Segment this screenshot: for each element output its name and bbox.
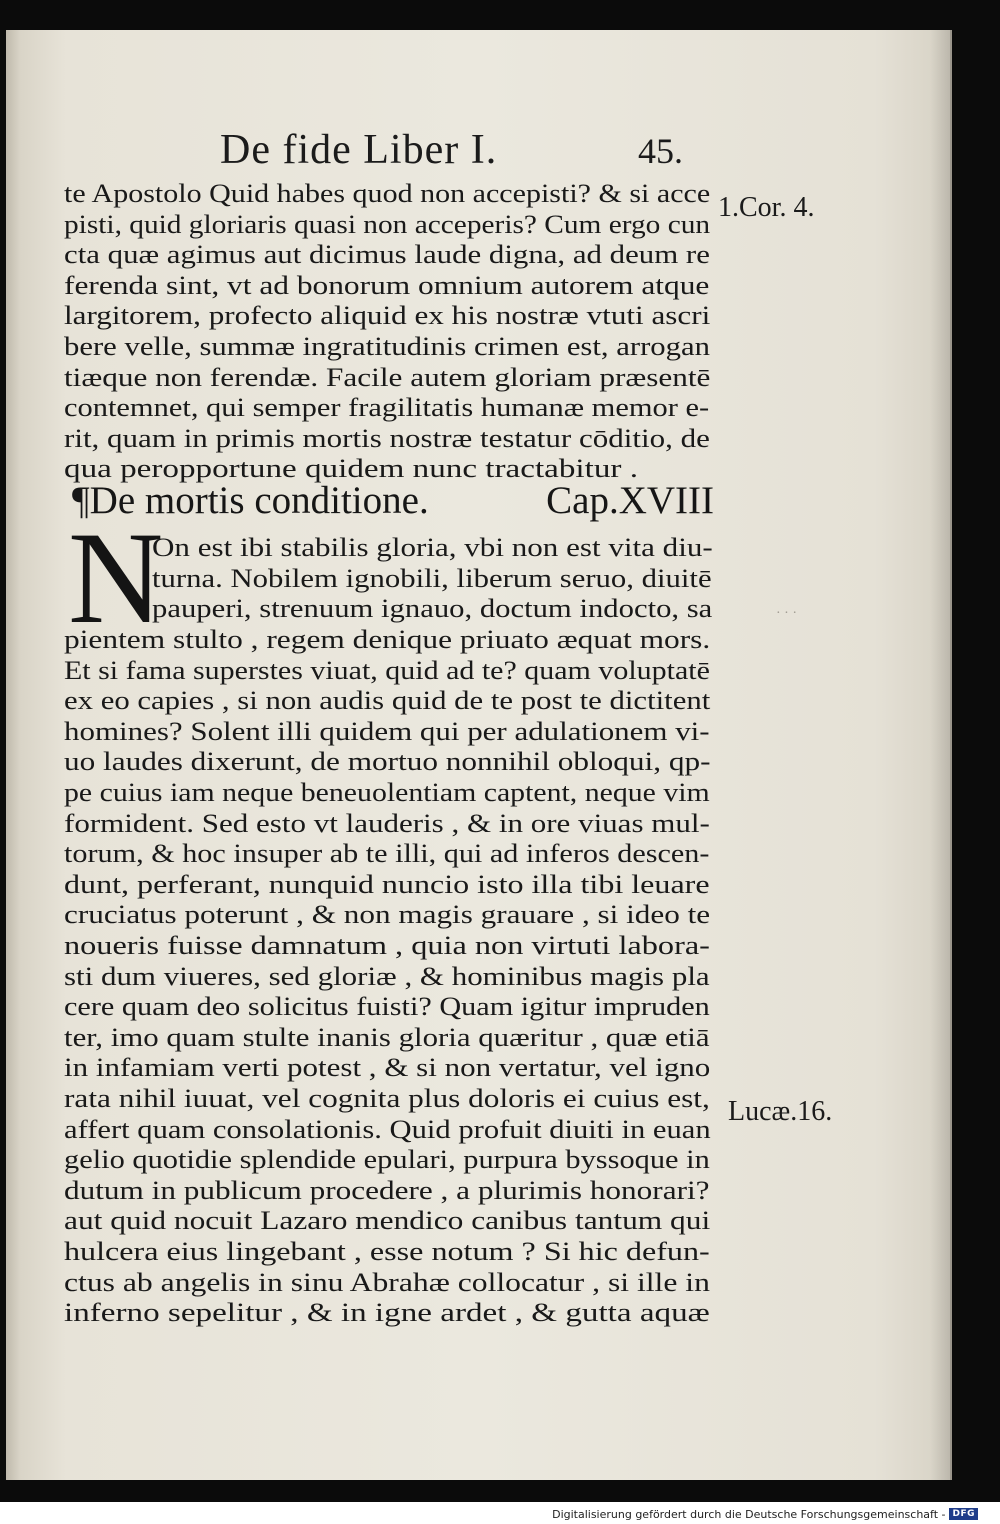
chapter-heading-line — [72, 478, 714, 523]
text-line: Et si fama superstes viuat, quid ad te? quam voluptatē — [64, 654, 710, 685]
text-line: qua peropportune quidem nunc tractabitur . — [64, 453, 638, 484]
text-line: ferenda sint, vt ad bonorum omnium autorem atque — [64, 269, 710, 300]
text-line: in infamiam verti potest , & si non vertatur, vel igno — [64, 1052, 711, 1083]
text-line: hulcera eius lingebant , esse notum ? Si hic defun- — [64, 1236, 710, 1266]
text-line: turna. Nobilem ignobili, liberum seruo, diuitē — [152, 562, 712, 593]
text-line: cta quæ agimus aut dicimus laude digna, ad deum re — [64, 239, 710, 270]
text-line: te Apostolo Quid habes quod non accepisti? & si acce — [64, 178, 711, 208]
footer-credit: Digitalisierung gefördert durch die Deutsche Forschungsgemeinschaft - — [552, 1507, 946, 1521]
drop-cap: N — [68, 504, 164, 651]
text-line: uo laudes dixerunt, de mortuo nonnihil obloqui, qp- — [64, 746, 711, 777]
text-line: inferno sepelitur , & in igne ardet , & gutta aquæ — [64, 1297, 710, 1328]
text-line: pisti, quid gloriaris quasi non acceperis? Cum ergo cun — [64, 208, 711, 239]
text-line: rit, quam in primis mortis nostræ testatur cōditio, de — [64, 422, 710, 453]
text-line: torum, & hoc insuper ab te illi, qui ad inferos descen- — [64, 838, 710, 869]
book-page — [6, 30, 952, 1480]
text-line: pientem stulto , regem denique priuato æquat mors. — [64, 624, 711, 654]
text-line: ctus ab angelis in sinu Abrahæ collocatur , si ille in — [64, 1266, 710, 1297]
text-line: affert quam consolationis. Quid profuit diuiti in euan — [64, 1113, 711, 1144]
text-line: pauperi, strenuum ignauo, doctum indocto, sa — [152, 593, 713, 624]
text-line: dunt, perferant, nunquid nuncio isto illa tibi leuare — [64, 868, 710, 899]
text-line: homines? Solent illi quidem qui per adulationem vi- — [64, 715, 710, 746]
text-line: ex eo capies , si non audis quid de te post te dictitent — [64, 685, 711, 716]
text-line: noueris fuisse damnatum , quia non virtuti labora- — [64, 930, 710, 960]
chapter-number: Cap.XVIII — [546, 479, 714, 522]
text-line: tiæque non ferendæ. Facile autem gloriam præsentē — [64, 361, 711, 392]
text-line: dutum in publicum procedere , a plurimis honorari? — [64, 1174, 710, 1205]
text-line: cruciatus poterunt , & non magis grauare , si ideo te — [64, 899, 711, 930]
page-number: 45. — [638, 131, 683, 171]
text-line: bere velle, summæ ingratitudinis crimen est, arrogan — [64, 331, 710, 361]
text-line: gelio quotidie splendide epulari, purpura byssoque in — [64, 1144, 710, 1175]
text-line: On est ibi stabilis gloria, vbi non est vita diu- — [152, 532, 713, 562]
text-line: largitorem, profecto aliquid ex his nostræ vtuti ascri — [64, 300, 711, 331]
text-line: contemnet, qui semper fragilitatis humanæ memor e- — [64, 392, 710, 423]
text-line: pe cuius iam neque beneuolentiam captent, neque vim — [64, 777, 710, 807]
margin-note-cor: 1.Cor. 4. — [718, 192, 815, 223]
text-line: sti dum viueres, sed gloriæ , & hominibus magis pla — [64, 960, 710, 991]
running-head: De fide Liber I. — [220, 127, 498, 173]
digitization-footer — [552, 1506, 978, 1522]
text-line: ter, imo quam stulte inanis gloria quæritur , quæ etiā — [64, 1021, 710, 1052]
text-line: aut quid nocuit Lazaro mendico canibus tantum qui — [64, 1205, 711, 1236]
text-line: formident. Sed esto vt lauderis , & in ore viuas mul- — [64, 807, 710, 838]
text-line: cere quam deo solicitus fuisti? Quam igitur impruden — [64, 991, 710, 1022]
dfg-logo-icon: DFG — [949, 1508, 978, 1520]
text-line: rata nihil iuuat, vel cognita plus doloris ei cuius est, — [64, 1083, 710, 1113]
chapter-heading: ¶De mortis conditione. — [72, 479, 429, 522]
paper-speck: · · · — [776, 606, 797, 621]
margin-note-lucae: Lucæ.16. — [728, 1096, 833, 1127]
